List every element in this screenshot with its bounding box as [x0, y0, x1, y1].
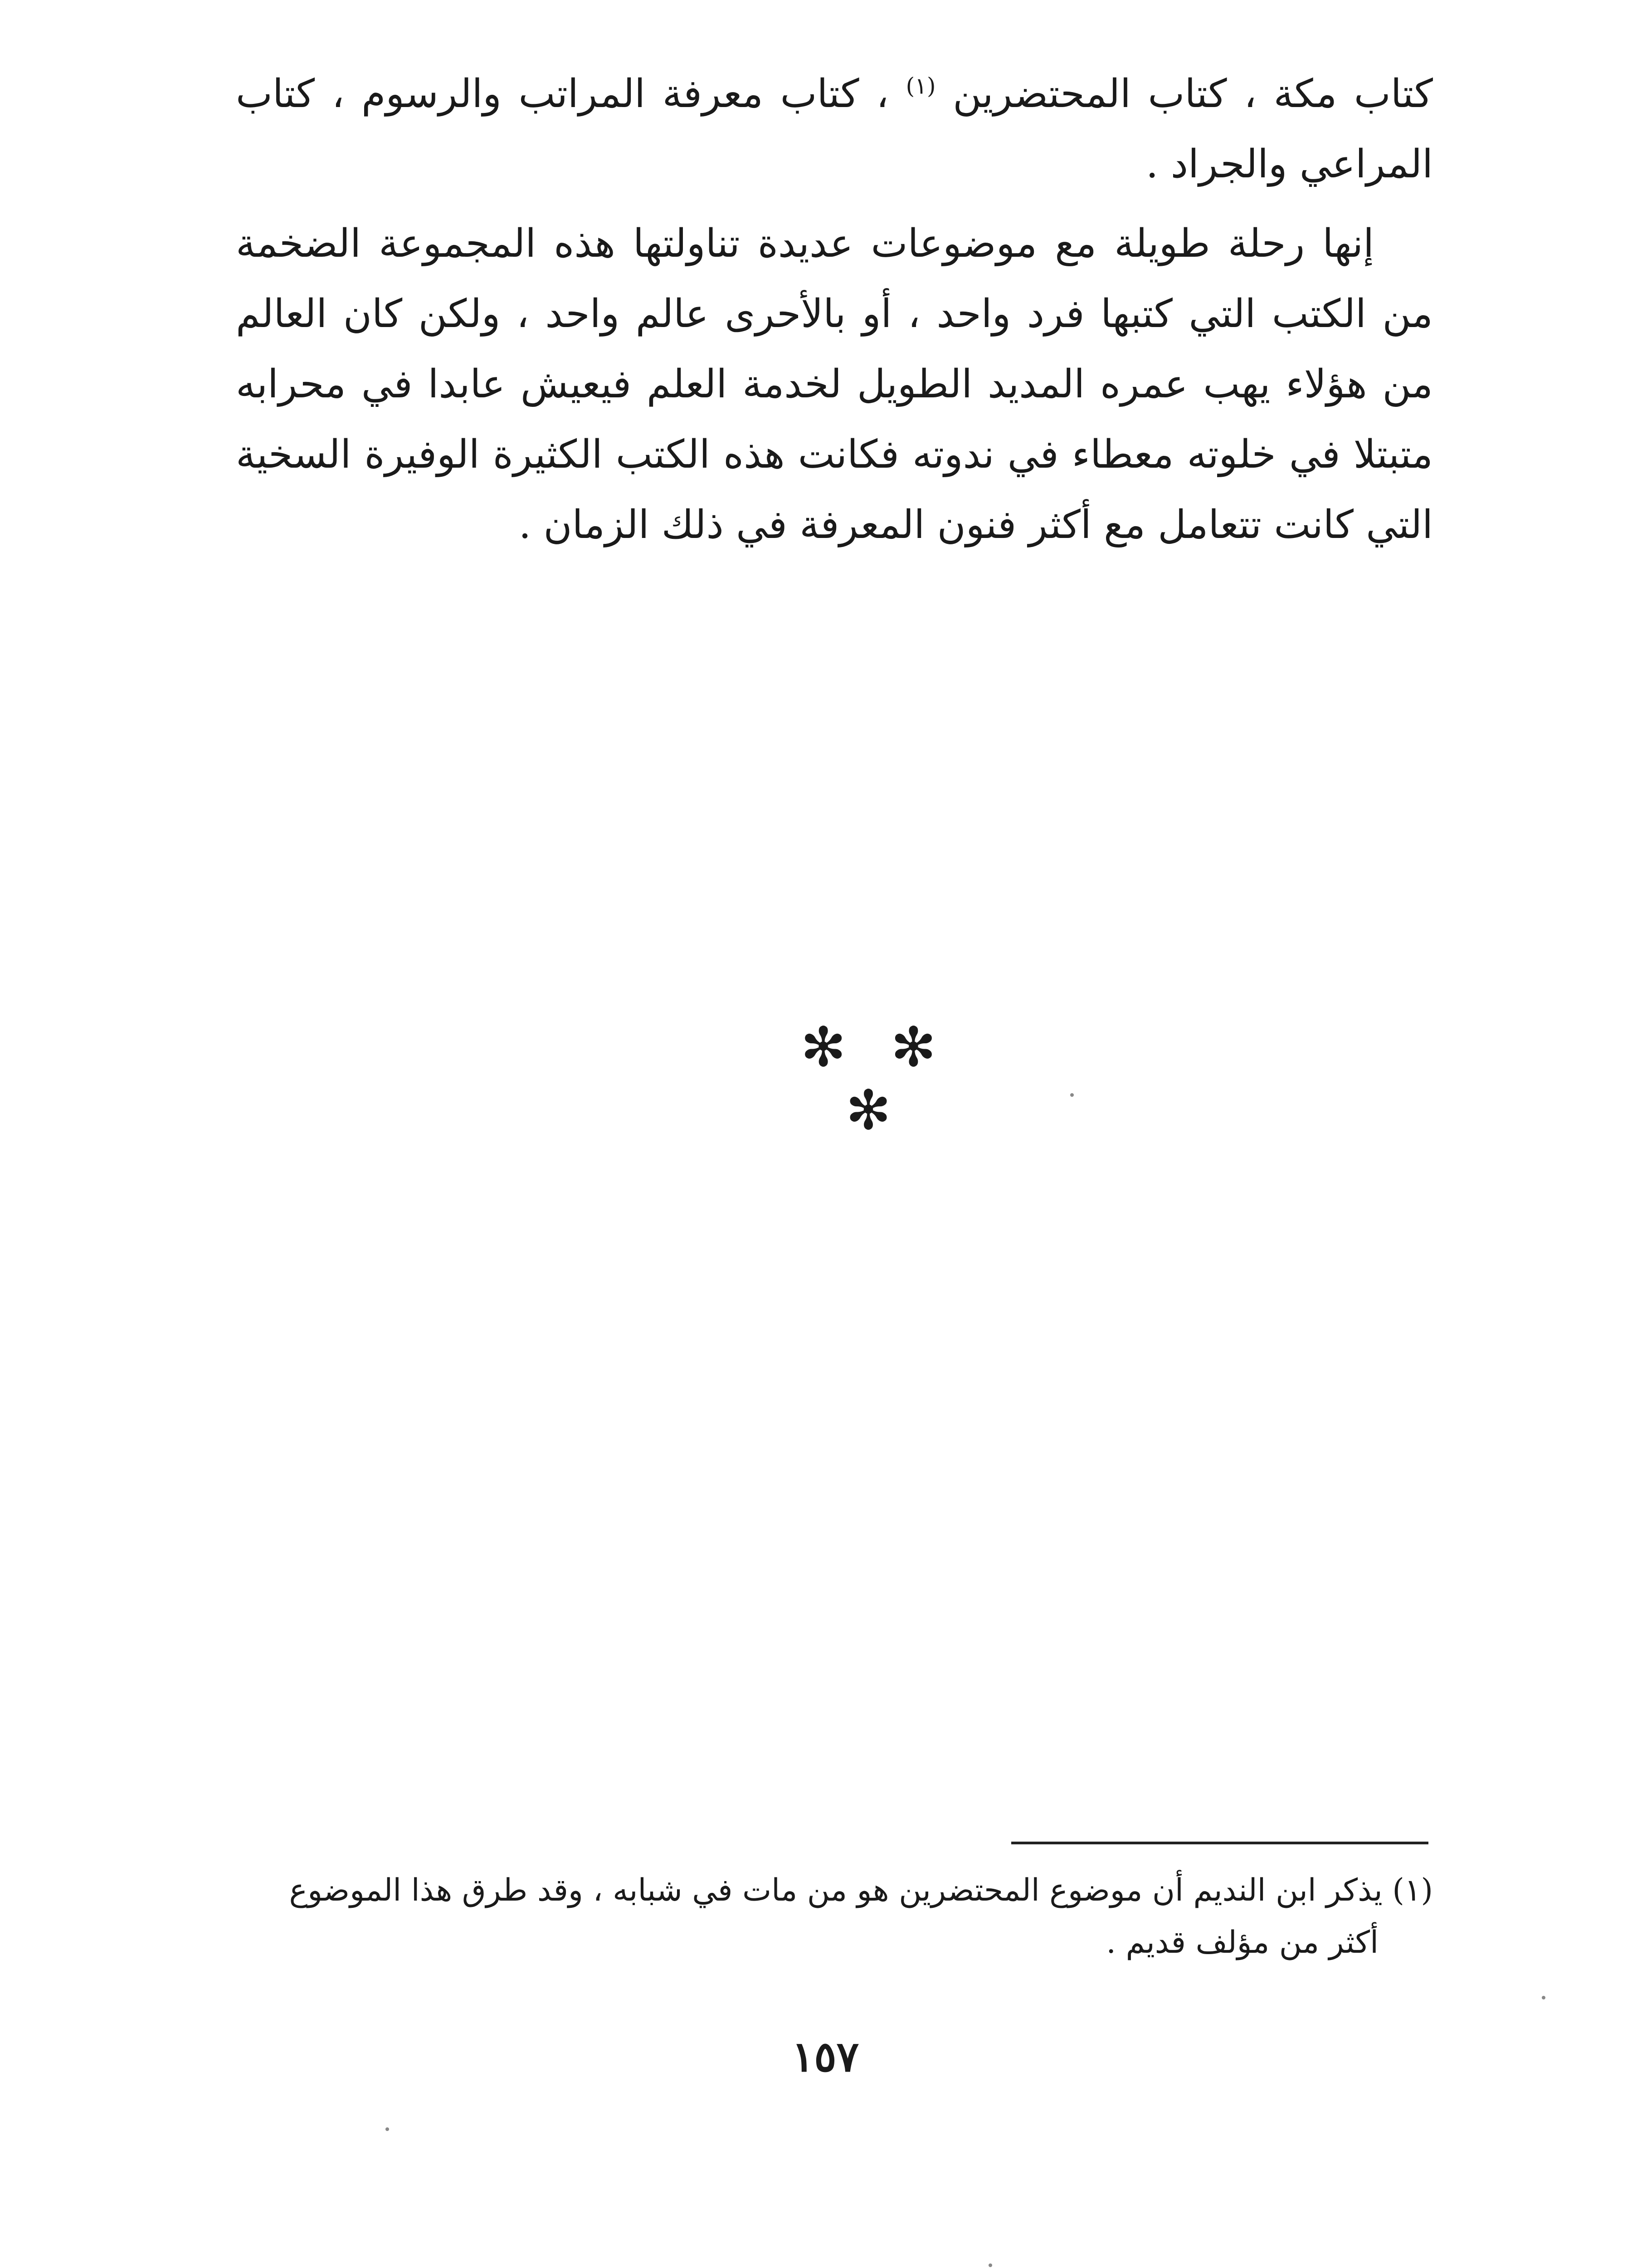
paragraph-1: [236, 59, 1433, 200]
footnote: [209, 1864, 1433, 1969]
scan-speck: [989, 2263, 992, 2267]
paragraph-1-text: كتاب مكة ، كتاب المحتضرين: [953, 71, 1433, 117]
paragraph-1-rest: ، كتاب معرفة المراتب والرسوم ، كتاب المراعي والجراد .: [236, 71, 1433, 187]
footnote-line-2: أكثر من مؤلف قديم .: [1106, 1925, 1379, 1960]
section-separator: ✻ ✻ ✻: [800, 1016, 950, 1142]
footnote-reference[interactable]: (١): [906, 73, 936, 99]
footnote-divider: [1011, 1842, 1428, 1844]
scan-speck: [385, 2127, 389, 2131]
footnote-line-1: (١) يذكر ابن النديم أن موضوع المحتضرين هو من مات في شبابه ، وقد طرق هذا الموضوع: [289, 1872, 1433, 1908]
body-text: [236, 59, 1433, 560]
scan-speck: [1070, 1093, 1074, 1097]
page-number: ١٥٧: [791, 2032, 859, 2081]
scan-speck: [1542, 1996, 1545, 1999]
paragraph-2: إنها رحلة طويلة مع موضوعات عديدة تناولتها هذه المجموعة الضخمة من الكتب التي كتبها فرد واحد ، أو بالأحرى عالم واحد ، ولكن كان العالم من هؤلاء يهب عمره المديد الطويل لخدمة العلم فيعيش عابدا في محرابه متبتلا في خلوته معطاء في ندوته فكانت هذه الكتب الكثيرة الوفيرة السخية التي كانت تتعامل مع أكثر فنون المعرفة في ذلك الزمان .: [236, 221, 1433, 547]
